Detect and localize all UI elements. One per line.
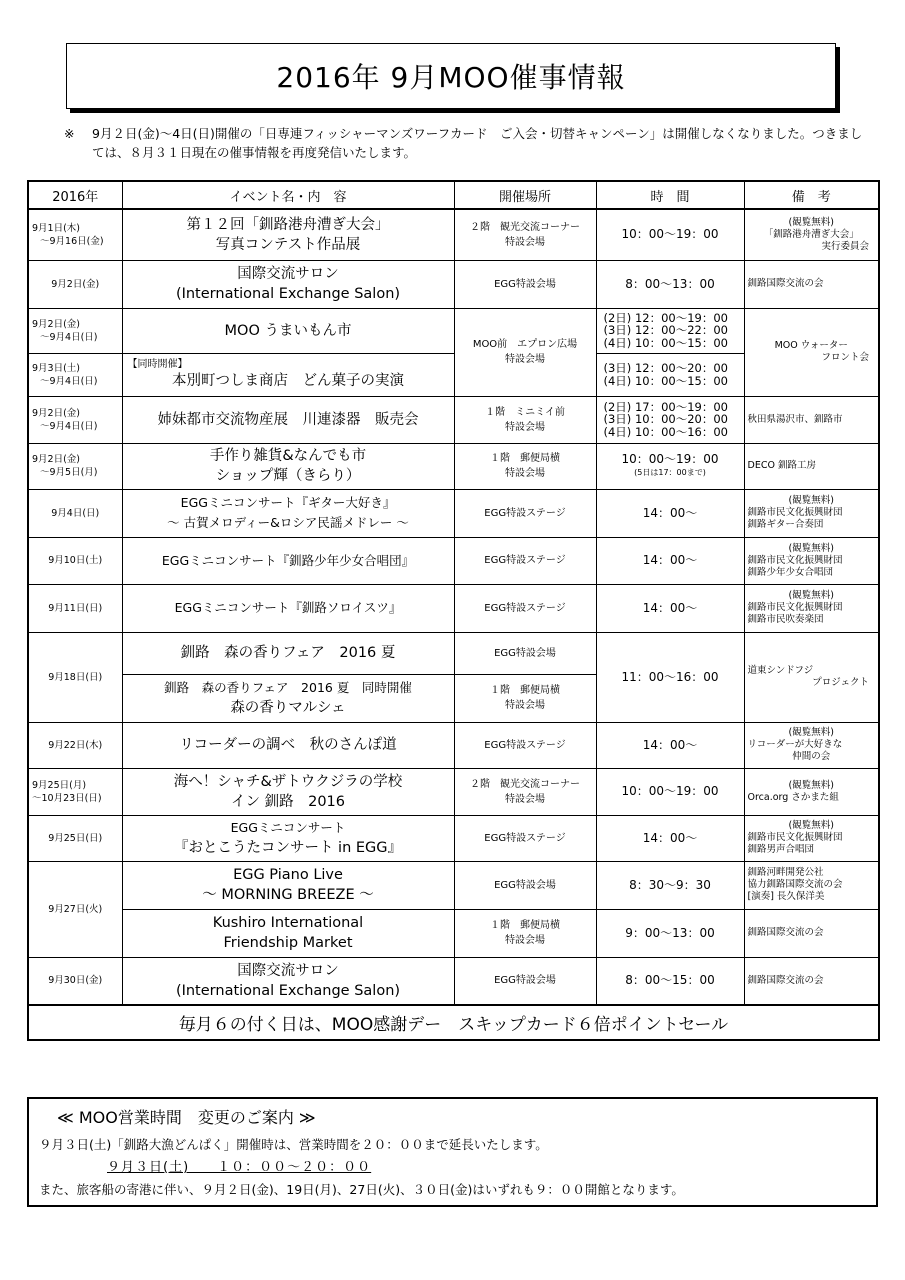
event-name: リコーダーの調べ 秋のさんぽ道 <box>122 722 454 768</box>
table-row <box>28 957 879 1005</box>
event-time: (2日) 12：00～19：00 (3日) 12：00～22：00 (4日) 10：00～15：00 <box>596 308 744 353</box>
event-date: 9月2日(金) ～9月4日(日) <box>28 308 122 353</box>
event-venue: EGG特設ステージ <box>454 584 596 632</box>
event-time: 8：00～13：00 <box>596 260 744 308</box>
event-venue: １階 郵便局横 特設会場 <box>454 674 596 722</box>
event-date: 9月2日(金) <box>28 260 122 308</box>
hours-line-2: ９月３日(土) １０：００～２０：００ <box>107 1160 372 1175</box>
event-venue: ２階 観光交流コーナー 特設会場 <box>454 768 596 815</box>
thanks-day-banner: 毎月６の付く日は、MOO感謝デー スキップカード６倍ポイントセール <box>28 1005 879 1040</box>
hours-title: ≪ MOO営業時間 変更のご案内 ≫ <box>57 1108 316 1127</box>
header-event: イベント名・内 容 <box>122 181 454 209</box>
event-venue: MOO前 エプロン広場 特設会場 <box>454 308 596 396</box>
event-name: 釧路 森の香りフェア 2016 夏 <box>122 632 454 674</box>
event-name: 国際交流サロン (International Exchange Salon) <box>122 260 454 308</box>
event-remarks: 釧路国際交流の会 <box>744 909 879 957</box>
event-remarks: 道東シンドフジ プロジェクト <box>744 632 879 722</box>
event-time: 10：00～19：00 <box>596 768 744 815</box>
event-remarks: 秋田県湯沢市、釧路市 <box>744 396 879 443</box>
event-date: 9月3日(土) ～9月4日(日) <box>28 353 122 396</box>
event-date: 9月30日(金) <box>28 957 122 1005</box>
header-venue: 開催場所 <box>454 181 596 209</box>
event-date: 9月2日(金) ～9月4日(日) <box>28 396 122 443</box>
event-remarks: (観覧無料) 釧路市民文化振興財団 釧路男声合唱団 <box>744 815 879 861</box>
event-name: Kushiro International Friendship Market <box>122 909 454 957</box>
table-row <box>28 396 879 443</box>
event-time: 14：00～ <box>596 584 744 632</box>
event-time: 9：00～13：00 <box>596 909 744 957</box>
event-time: 11：00～16：00 <box>596 632 744 722</box>
event-date: 9月22日(木) <box>28 722 122 768</box>
header-year: 2016年 <box>28 181 122 209</box>
event-name: EGGミニコンサート 『おとこうたコンサート in EGG』 <box>122 815 454 861</box>
table-header <box>28 181 879 209</box>
event-venue: EGG特設会場 <box>454 861 596 909</box>
event-venue: EGG特設会場 <box>454 632 596 674</box>
event-name: MOO うまいもん市 <box>122 308 454 353</box>
event-venue: EGG特設ステージ <box>454 537 596 584</box>
event-name: 【同時開催】 本別町つしま商店 どん菓子の実演 <box>122 353 454 396</box>
page-title: 2016年 9月MOO催事情報 <box>276 61 626 94</box>
event-venue: EGG特設ステージ <box>454 815 596 861</box>
event-remarks: (観覧無料) リコーダーが大好きな 仲間の会 <box>744 722 879 768</box>
event-venue: １階 ミニミイ前 特設会場 <box>454 396 596 443</box>
hours-line-1: ９月３日(土)「釧路大漁どんぱく」開催時は、営業時間を２０：００まで延長いたします。 <box>39 1137 548 1152</box>
event-name: 手作り雑貨&なんでも市 ショップ輝（きらり） <box>122 443 454 489</box>
event-remarks: 釧路国際交流の会 <box>744 260 879 308</box>
event-time: 8：00～15：00 <box>596 957 744 1005</box>
event-venue: EGG特設ステージ <box>454 489 596 537</box>
event-name: 第１２回「釧路港舟漕ぎ大会」 写真コンテスト作品展 <box>122 209 454 260</box>
table-row <box>28 308 879 353</box>
event-venue: １階 郵便局横 特設会場 <box>454 909 596 957</box>
table-row <box>28 537 879 584</box>
event-name: 釧路 森の香りフェア 2016 夏 同時開催 森の香りマルシェ <box>122 674 454 722</box>
event-venue: EGG特設ステージ <box>454 722 596 768</box>
event-time: 14：00～ <box>596 815 744 861</box>
table-row <box>28 722 879 768</box>
event-venue: EGG特設会場 <box>454 260 596 308</box>
event-remarks: 釧路河畔開発公社 協力釧路国際交流の会 [演奏] 長久保洋美 <box>744 861 879 909</box>
table-row <box>28 209 879 260</box>
event-name: EGG Piano Live ～ MORNING BREEZE ～ <box>122 861 454 909</box>
header-time: 時 間 <box>596 181 744 209</box>
table-row <box>28 768 879 815</box>
event-date: 9月10日(土) <box>28 537 122 584</box>
event-remarks: (観覧無料) 釧路市民文化振興財団 釧路少年少女合唱団 <box>744 537 879 584</box>
notice <box>64 124 864 162</box>
event-remarks: (観覧無料) 「釧路港舟漕ぎ大会」 実行委員会 <box>744 209 879 260</box>
table-row <box>28 584 879 632</box>
event-time: 14：00～ <box>596 489 744 537</box>
event-date: 9月11日(日) <box>28 584 122 632</box>
event-time: 14：00～ <box>596 722 744 768</box>
notice-text: 9月２日(金)～4日(日)開催の「日専連フィッシャーマンズワーフカード ご入会・切替キャンペーン」は開催しなくなりました。つきましては、８月３１日現在の催事情報を再度発信いたします。 <box>92 126 863 160</box>
event-date: 9月25日(月) ～10月23日(日) <box>28 768 122 815</box>
table-footer <box>28 1005 879 1040</box>
event-name: EGGミニコンサート『釧路ソロイスツ』 <box>122 584 454 632</box>
event-table <box>27 180 880 1041</box>
event-time: (3日) 12：00～20：00 (4日) 10：00～15：00 <box>596 353 744 396</box>
event-remarks: MOO ウォーター フロント会 <box>744 308 879 396</box>
event-name: 海へ！シャチ&ザトウクジラの学校 イン 釧路 2016 <box>122 768 454 815</box>
event-name: 姉妹都市交流物産展 川連漆器 販売会 <box>122 396 454 443</box>
event-remarks: (観覧無料) 釧路市民文化振興財団 釧路ギター合奏団 <box>744 489 879 537</box>
table-row <box>28 909 879 957</box>
event-name: EGGミニコンサート『ギター大好き』 ～ 古賀メロディー&ロシア民謡メドレー ～ <box>122 489 454 537</box>
event-name: EGGミニコンサート『釧路少年少女合唱団』 <box>122 537 454 584</box>
header-remarks: 備 考 <box>744 181 879 209</box>
event-remarks: 釧路国際交流の会 <box>744 957 879 1005</box>
concurrent-tag: 【同時開催】 <box>127 358 188 370</box>
event-venue: EGG特設会場 <box>454 957 596 1005</box>
event-date: 9月25日(日) <box>28 815 122 861</box>
event-time: 10：00～19：00 (5日は17：00まで) <box>596 443 744 489</box>
event-remarks: (観覧無料) Orca.org さかまた組 <box>744 768 879 815</box>
event-name: 国際交流サロン (International Exchange Salon) <box>122 957 454 1005</box>
event-venue: １階 郵便局横 特設会場 <box>454 443 596 489</box>
event-date: 9月1日(木) ～9月16日(金) <box>28 209 122 260</box>
event-date: 9月2日(金) ～9月5日(月) <box>28 443 122 489</box>
table-row <box>28 632 879 674</box>
hours-notice <box>27 1097 878 1207</box>
table-row <box>28 815 879 861</box>
table-row <box>28 861 879 909</box>
event-remarks: DECO 釧路工房 <box>744 443 879 489</box>
event-date: 9月27日(火) <box>28 861 122 957</box>
event-time: (2日) 17：00～19：00 (3日) 10：00～20：00 (4日) 10：00～16：00 <box>596 396 744 443</box>
event-remarks: (観覧無料) 釧路市民文化振興財団 釧路市民吹奏楽団 <box>744 584 879 632</box>
event-venue: ２階 観光交流コーナー 特設会場 <box>454 209 596 260</box>
hours-line-3: また、旅客船の寄港に伴い、９月２日(金)、19日(月)、27日(火)、３０日(金)はいずれも９：００開館となります。 <box>39 1182 684 1197</box>
notice-mark: ※ <box>64 126 75 141</box>
table-row <box>28 443 879 489</box>
event-time: 8：30～9：30 <box>596 861 744 909</box>
table-row <box>28 489 879 537</box>
title-box <box>66 43 836 109</box>
event-time: 10：00～19：00 <box>596 209 744 260</box>
event-time: 14：00～ <box>596 537 744 584</box>
table-row <box>28 260 879 308</box>
event-date: 9月18日(日) <box>28 632 122 722</box>
event-date: 9月4日(日) <box>28 489 122 537</box>
